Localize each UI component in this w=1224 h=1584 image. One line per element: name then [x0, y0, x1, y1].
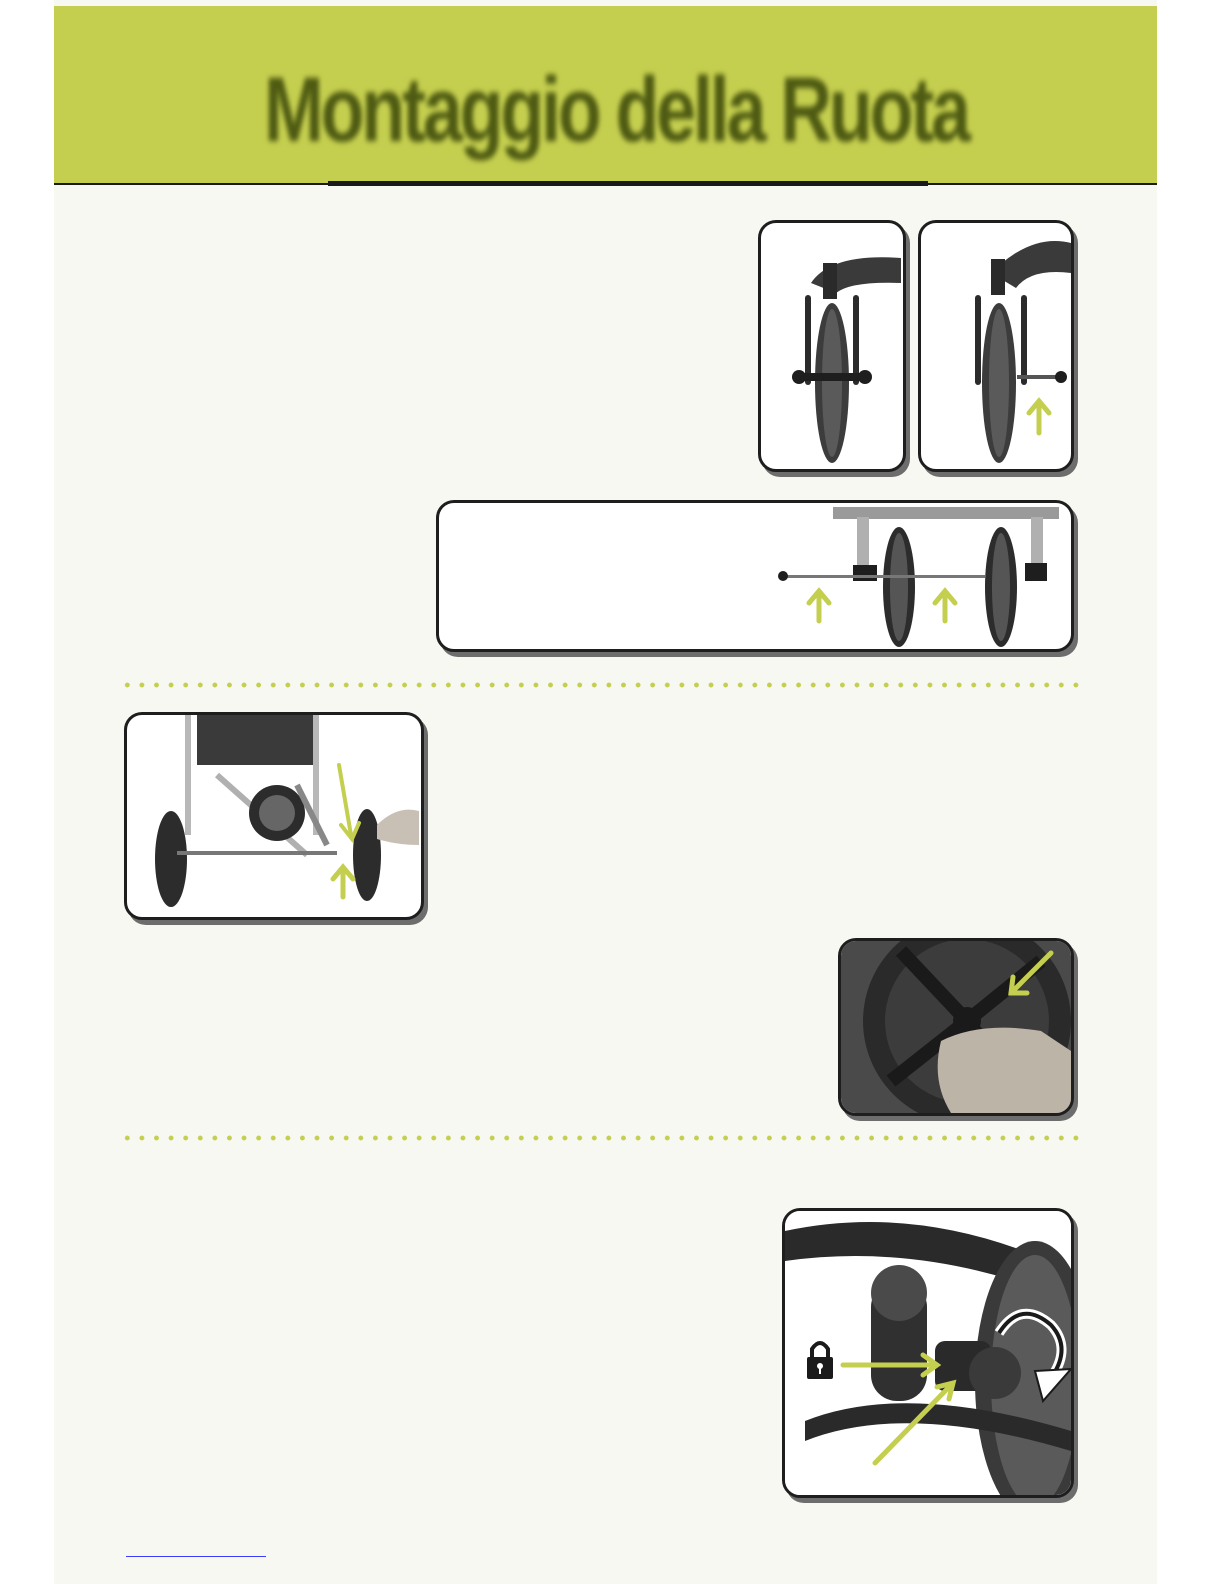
rear-axle-illustration [439, 503, 1071, 649]
front-wheel-axle-illustration [921, 223, 1071, 469]
photo-front-wheel-assembled [758, 220, 906, 472]
photo-hand-pressing-hub-button [838, 938, 1074, 1116]
photo-front-wheel-axle-removed [918, 220, 1074, 472]
arrow-down-icon [339, 765, 359, 839]
section-divider [120, 682, 1080, 688]
photo-stroller-attach-rear-wheel [124, 712, 424, 920]
lock-knob-illustration [785, 1211, 1071, 1495]
page-title: Montaggio della Ruota [264, 59, 968, 161]
stroller-illustration [127, 715, 421, 917]
arrow-up-icon [1029, 401, 1049, 433]
footer-link-underline [126, 1556, 266, 1557]
arrow-up-icon [809, 591, 829, 621]
section-divider [120, 1135, 1080, 1141]
photo-lock-knob-detail [782, 1208, 1074, 1498]
photo-rear-axle-assembly [436, 500, 1074, 652]
front-wheel-illustration [761, 223, 903, 469]
wheel-hub-illustration [841, 941, 1071, 1113]
arrow-up-icon [935, 591, 955, 621]
title-underline [328, 181, 928, 186]
arrow-up-icon [333, 867, 353, 897]
